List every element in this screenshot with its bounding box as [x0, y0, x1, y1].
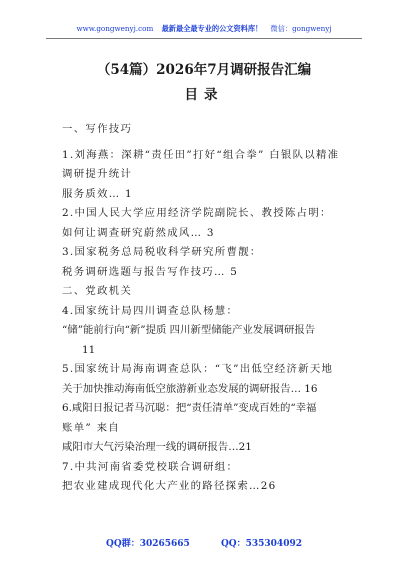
toc-entry-continuation[interactable]: 如何让调查研究蔚然成风… 3: [62, 226, 215, 239]
toc-entry[interactable]: 1.刘海燕：深耕“责任田”打好“组合拳” 白银队以精准: [62, 148, 340, 161]
toc-entry-continuation[interactable]: 咸阳市大气污染治理一线的调研报告…21: [62, 441, 252, 453]
toc-entry-page-number[interactable]: 11: [82, 343, 96, 356]
toc-entry[interactable]: 5.国家统计局海南调查总队：“飞”出低空经济新天地: [62, 363, 334, 375]
toc-entry-continuation[interactable]: 把农业建成现代化大产业的路径探索…26: [62, 480, 277, 492]
header-divider: [46, 38, 362, 39]
qq-number: QQ：535304092: [220, 539, 302, 549]
toc-section-heading: 二、党政机关: [62, 285, 133, 297]
toc-entry-continuation[interactable]: 账单” 来自: [62, 421, 120, 434]
toc-entry[interactable]: 2.中国人民大学应用经济学院副院长、教授陈占明：: [62, 207, 332, 219]
toc-heading: 目录: [184, 87, 224, 103]
document-title: （54篇）2026年7月调研报告汇编: [96, 62, 312, 78]
toc-entry[interactable]: 4.国家统计局四川调查总队杨慧：: [62, 304, 239, 317]
qq-group-number: QQ群：30265665: [106, 539, 190, 549]
page-header: [0, 24, 408, 34]
toc-entry-continuation[interactable]: “储”能前行向“新”提质 四川新型储能产业发展调研报告: [62, 324, 316, 336]
toc-entry-continuation[interactable]: 调研提升统计: [62, 168, 133, 180]
header-slogan: 最新最全最专业的公文资料库！: [161, 24, 263, 33]
toc-entry[interactable]: 6.咸阳日报记者马沉聪：把“责任清单”变成百姓的“幸福: [62, 402, 317, 414]
toc-entry-continuation[interactable]: 服务质效… 1: [62, 187, 133, 200]
site-url-link[interactable]: www.gongwenyj.com: [76, 24, 154, 33]
toc-section-heading: 一、写作技巧: [62, 123, 133, 135]
toc-entry-continuation[interactable]: 关于加快推动海南低空旅游新业态发展的调研报告… 16: [62, 382, 318, 395]
table-of-contents: [62, 120, 362, 497]
toc-entry[interactable]: 3.国家税务总局税收科学研究所曹靓：: [62, 246, 262, 258]
toc-entry[interactable]: 7.中共河南省委党校联合调研组：: [62, 460, 239, 473]
toc-entry-continuation[interactable]: 税务调研选题与报告写作技巧… 5: [62, 265, 239, 278]
page-footer: [0, 536, 408, 549]
wechat-id: 微信：gongwenyj: [270, 24, 332, 33]
